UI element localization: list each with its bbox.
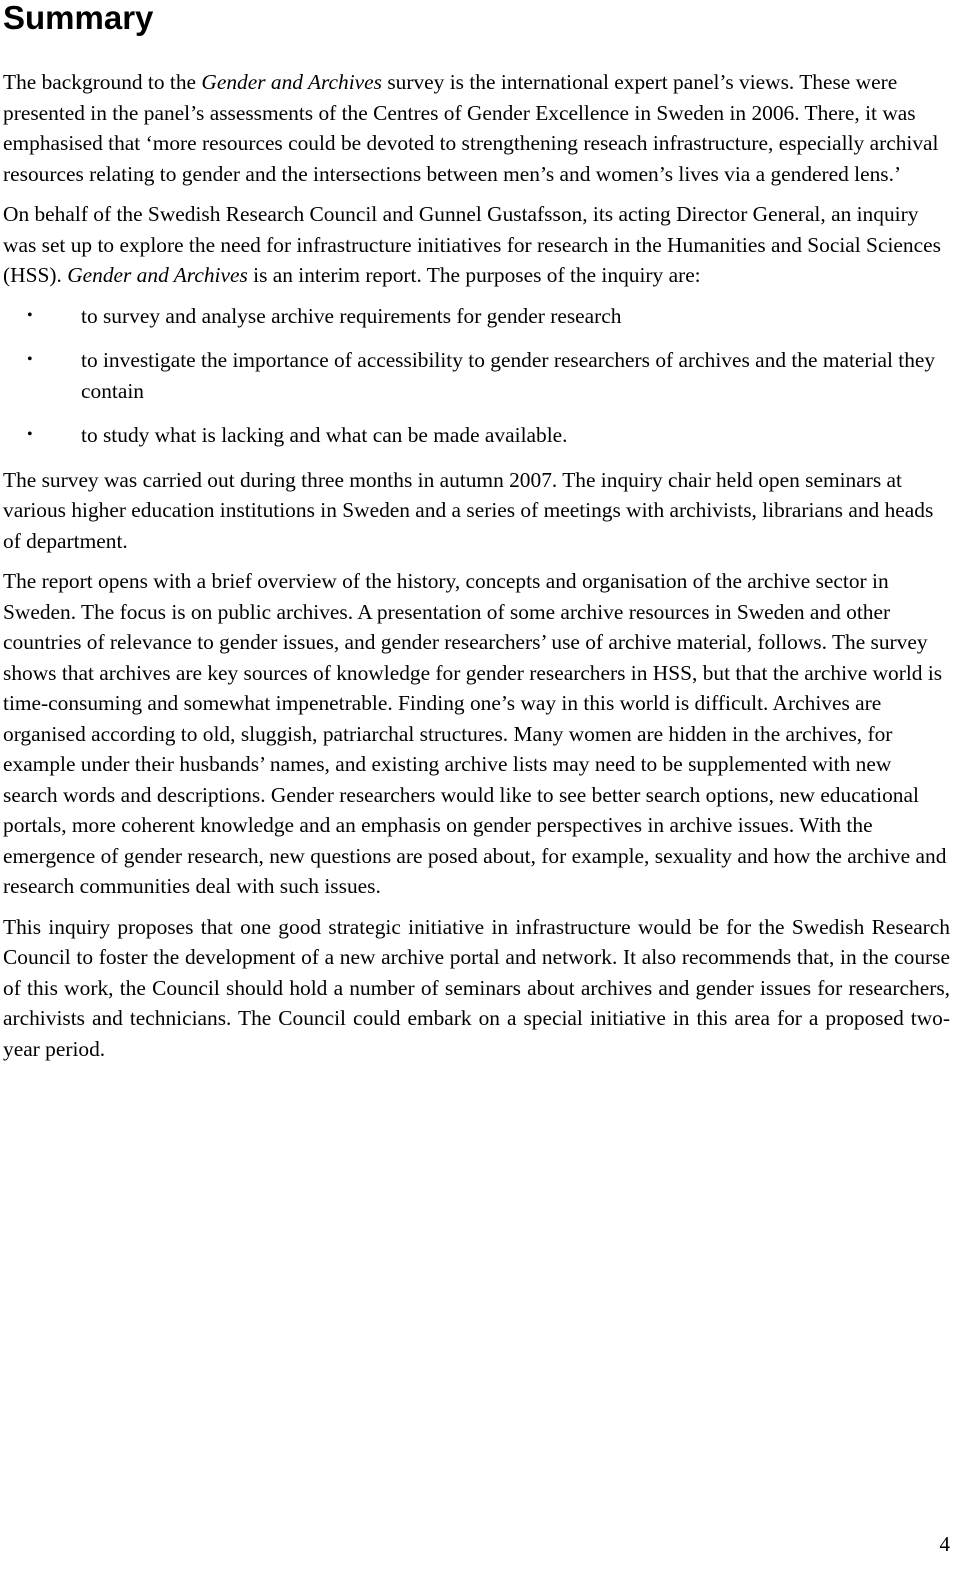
paragraph-background [3, 67, 950, 189]
paragraph-text: On behalf of the Swedish Research Council and Gunnel Gustafsson, its acting Director General, an inquiry was set up to explore the need for infrastructure initiatives for research in the Humanities and Social Sciences (HSS). [3, 202, 941, 287]
bullet-icon: • [27, 351, 33, 368]
page-number: 4 [939, 1532, 950, 1556]
paragraph-proposal: This inquiry proposes that one good strategic initiative in infrastructure would be for the Swedish Research Council to foster the development of a new archive portal and network. It also recommends that, in the course of this work, the Council should hold a number of seminars about archives and gender issues for researchers, archivists and technicians. The Council could embark on a special initiative in this area for a proposed two-year period. [3, 914, 950, 1061]
list-item [3, 345, 950, 406]
page-title: Summary [3, 0, 154, 36]
purposes-list [3, 301, 950, 451]
list-item-text: to investigate the importance of accessibility to gender researchers of archives and the material they contain [81, 348, 936, 403]
list-item [3, 301, 950, 332]
list-item-text: to study what is lacking and what can be made available. [81, 423, 568, 447]
paragraph-text: is an interim report. The purposes of the inquiry are: [247, 263, 701, 287]
paragraph-text: survey is the international expert panel’s views. These were presented in the panel’s assessments of the Centres of Gender Excellence in Sweden in 2006. There, it was emphasised that ‘more resources could be devoted to strengthening reseach infrastructure, especially archival resources relating to gender and the intersections between men’s and women’s lives via a gendered lens.’ [3, 70, 939, 186]
paragraph-report-overview: The report opens with a brief overview of the history, concepts and organisation of the archive sector in Sweden. The focus is on public archives. A presentation of some archive resources in Sweden and other countries of relevance to gender issues, and gender researchers’ use of archive material, follows. The survey shows that archives are key sources of knowledge for gender researchers in HSS, but that the archive world is time-consuming and somewhat impenetrable. Finding one’s way in this world is difficult. Archives are organised according to old, sluggish, patriarchal structures. Many women are hidden in the archives, for example under their husbands’ names, and existing archive lists may need to be supplemented with new search words and descriptions. Gender researchers would like to see better search options, new educational portals, more coherent knowledge and an emphasis on gender perspectives in archive issues. With the emergence of gender research, new questions are posed about, for example, sexuality and how the archive and research communities deal with such issues. [3, 569, 947, 898]
bullet-icon: • [27, 426, 33, 443]
summary-body [3, 67, 950, 1074]
paragraph-survey: The survey was carried out during three months in autumn 2007. The inquiry chair held open seminars at various higher education institutions in Sweden and a series of meetings with archivists, librarians and heads of department. [3, 467, 934, 553]
report-title-italic: Gender and Archives [201, 70, 382, 94]
report-title-italic: Gender and Archives [67, 263, 248, 287]
list-item-text: to survey and analyse archive requirements for gender research [81, 303, 622, 328]
paragraph-inquiry [3, 199, 950, 291]
bullet-icon: • [27, 306, 33, 324]
list-item [3, 420, 950, 451]
paragraph-text: The background to the [3, 70, 202, 94]
